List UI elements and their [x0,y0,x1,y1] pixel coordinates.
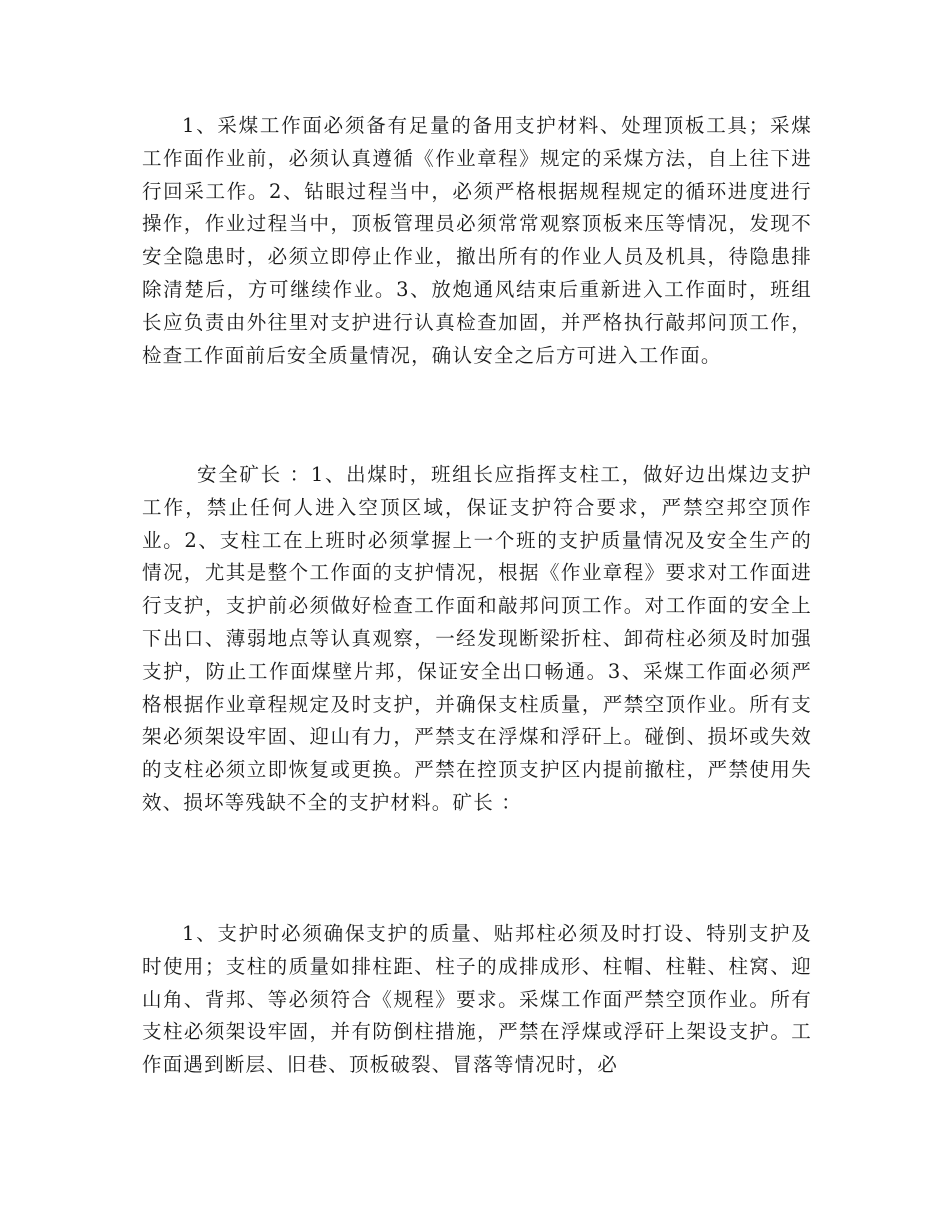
paragraph-1: 1、采煤工作面必须备有足量的备用支护材料、处理顶板工具；采煤工作面作业前，必须认真遵循《作业章程》规定的采煤方法，自上往下进行回采工作。2、钻眼过程当中，必须严格根据规程规定的循环进度进行操作，作业过程当中，顶板管理员必须常常观察顶板来压等情况，发现不安全隐患时，必须立即停止作业，撤出所有的作业人员及机具，待隐患排除清楚后，方可继续作业。3、放炮通风结束后重新进入工作面时，班组长应负责由外往里对支护进行认真检查加固，并严格执行敲邦问顶工作，检查工作面前后安全质量情况，确认安全之后方可进入工作面。 [142,114,812,367]
paragraph-2: 安全矿长 ：1、出煤时，班组长应指挥支柱工，做好边出煤边支护工作，禁止任何人进入空顶区域，保证支护符合要求，严禁空邦空顶作业。2、支柱工在上班时必须掌握上一个班的支护质量情况及安全生产的情况，尤其是整个工作面的支护情况，根据《作业章程》要求对工作面进行支护，支护前必须做好检查工作面和敲邦问顶工作。对工作面的安全上下出口、薄弱地点等认真观察，一经发现断梁折柱、卸荷柱必须及时加强支护，防止工作面煤壁片邦，保证安全出口畅通。3、采煤工作面必须严格根据作业章程规定及时支护，并确保支柱质量，严禁空顶作业。所有支架必须架设牢固、迎山有力，严禁支在浮煤和浮矸上。碰倒、损坏或失效的支柱必须立即恢复或更换。严禁在控顶支护区内提前撤柱，严禁使用失效、损坏等残缺不全的支护材料。矿长 ： [142,463,812,814]
paragraph-3: 1、支护时必须确保支护的质量、贴邦柱必须及时打设、特别支护及时使用；支柱的质量如排柱距、柱子的成排成形、柱帽、柱鞋、柱窝、迎山角、背邦、等必须符合《规程》要求。采煤工作面严禁空顶作业。所有支柱必须架设牢固，并有防倒柱措施，严禁在浮煤或浮矸上架设支护。工作面遇到断层、旧巷、顶板破裂、冒落等情况时，必 [142,922,812,1077]
